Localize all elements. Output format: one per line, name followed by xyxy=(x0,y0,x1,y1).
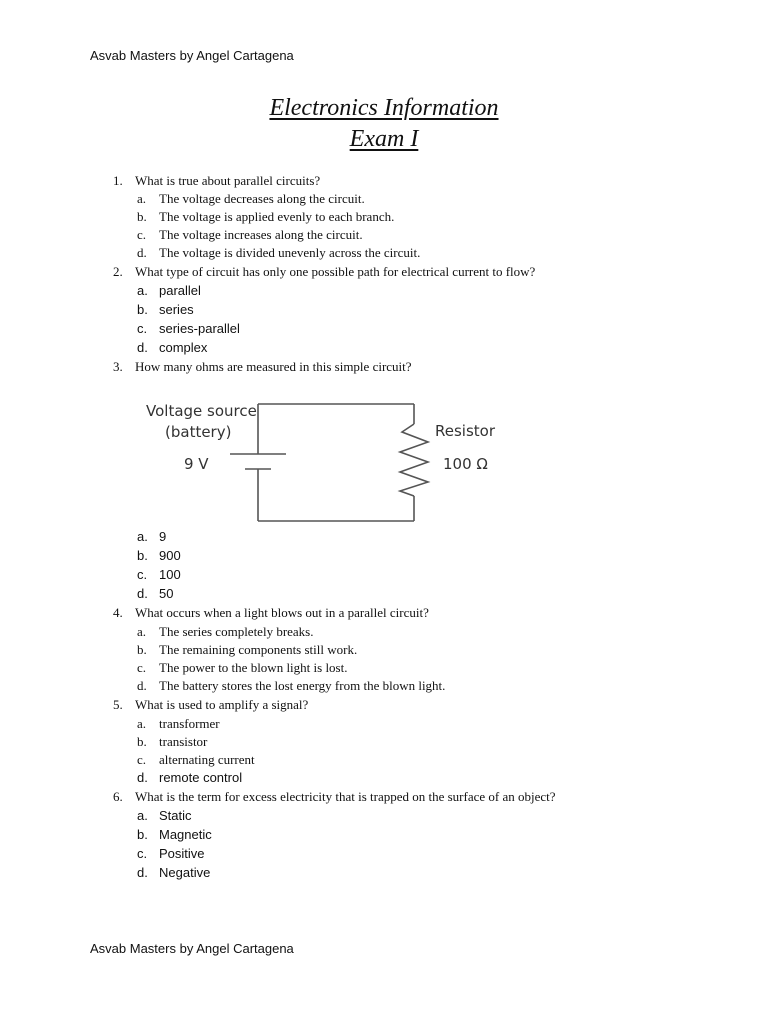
option-letter: c. xyxy=(137,846,148,861)
option-letter: d. xyxy=(137,865,148,880)
option-text: The voltage is divided unevenly across the circuit. xyxy=(159,245,421,260)
question-text: What type of circuit has only one possible path for electrical current to flow? xyxy=(135,264,536,279)
option-text: Magnetic xyxy=(159,827,212,842)
page-footer: Asvab Masters by Angel Cartagena xyxy=(90,941,294,956)
option-letter: a. xyxy=(137,529,148,544)
option-letter: d. xyxy=(137,586,148,601)
option-letter: b. xyxy=(137,642,147,657)
option-letter: c. xyxy=(137,660,147,675)
question-number: 1. xyxy=(113,173,123,188)
option-letter: a. xyxy=(137,624,147,639)
option-text: 50 xyxy=(159,586,174,601)
option-text: Negative xyxy=(159,865,211,880)
page-subtitle: Exam I xyxy=(349,126,419,152)
question-text: What is used to amplify a signal? xyxy=(135,697,309,712)
option-letter: d. xyxy=(137,678,147,693)
question-number: 3. xyxy=(113,359,123,374)
option-text: alternating current xyxy=(159,752,255,767)
option-text: Static xyxy=(159,808,192,823)
question-number: 2. xyxy=(113,264,123,279)
option-text: transformer xyxy=(159,716,220,731)
option-letter: a. xyxy=(137,283,148,298)
option-text: complex xyxy=(159,340,208,355)
option-letter: b. xyxy=(137,209,147,224)
option-letter: c. xyxy=(137,321,148,336)
option-text: 100 xyxy=(159,567,181,582)
option-letter: c. xyxy=(137,752,147,767)
option-text: Positive xyxy=(159,846,205,861)
question-text: How many ohms are measured in this simple circuit? xyxy=(135,359,412,374)
option-letter: d. xyxy=(137,770,148,785)
resistor-symbol xyxy=(400,424,428,496)
option-text: series xyxy=(159,302,194,317)
question-number: 5. xyxy=(113,697,123,712)
option-letter: b. xyxy=(137,302,148,317)
option-text: The voltage decreases along the circuit. xyxy=(159,191,365,206)
option-text: 9 xyxy=(159,529,167,544)
option-text: transistor xyxy=(159,734,208,749)
option-letter: b. xyxy=(137,548,148,563)
option-letter: a. xyxy=(137,716,147,731)
option-text: The power to the blown light is lost. xyxy=(159,660,348,675)
option-text: The series completely breaks. xyxy=(159,624,314,639)
voltage-value: 9 V xyxy=(184,455,209,473)
option-text: The battery stores the lost energy from the blown light. xyxy=(159,678,446,693)
resistor-label: Resistor xyxy=(435,422,495,440)
battery-label: (battery) xyxy=(165,423,232,441)
voltage-source-label: Voltage source xyxy=(146,402,257,420)
option-letter: a. xyxy=(137,191,147,206)
option-letter: b. xyxy=(137,827,148,842)
page-title: Electronics Information xyxy=(269,95,499,121)
option-letter: b. xyxy=(137,734,147,749)
option-text: The remaining components still work. xyxy=(159,642,358,657)
option-text: 900 xyxy=(159,548,181,563)
question-number: 4. xyxy=(113,605,123,620)
question-number: 6. xyxy=(113,789,123,804)
option-text: parallel xyxy=(159,283,201,298)
question-text: What occurs when a light blows out in a parallel circuit? xyxy=(135,605,429,620)
option-text: The voltage increases along the circuit. xyxy=(159,227,363,242)
circuit-diagram xyxy=(140,396,500,531)
resistance-value: 100 Ω xyxy=(443,455,488,473)
question-text: What is true about parallel circuits? xyxy=(135,173,321,188)
option-letter: c. xyxy=(137,567,148,582)
option-letter: d. xyxy=(137,245,147,260)
option-letter: d. xyxy=(137,340,148,355)
question-text: What is the term for excess electricity that is trapped on the surface of an object? xyxy=(135,789,556,804)
option-text: remote control xyxy=(159,770,243,785)
option-text: series-parallel xyxy=(159,321,240,336)
option-letter: a. xyxy=(137,808,148,823)
option-text: The voltage is applied evenly to each branch. xyxy=(159,209,395,224)
page-header: Asvab Masters by Angel Cartagena xyxy=(90,48,294,63)
option-letter: c. xyxy=(137,227,147,242)
